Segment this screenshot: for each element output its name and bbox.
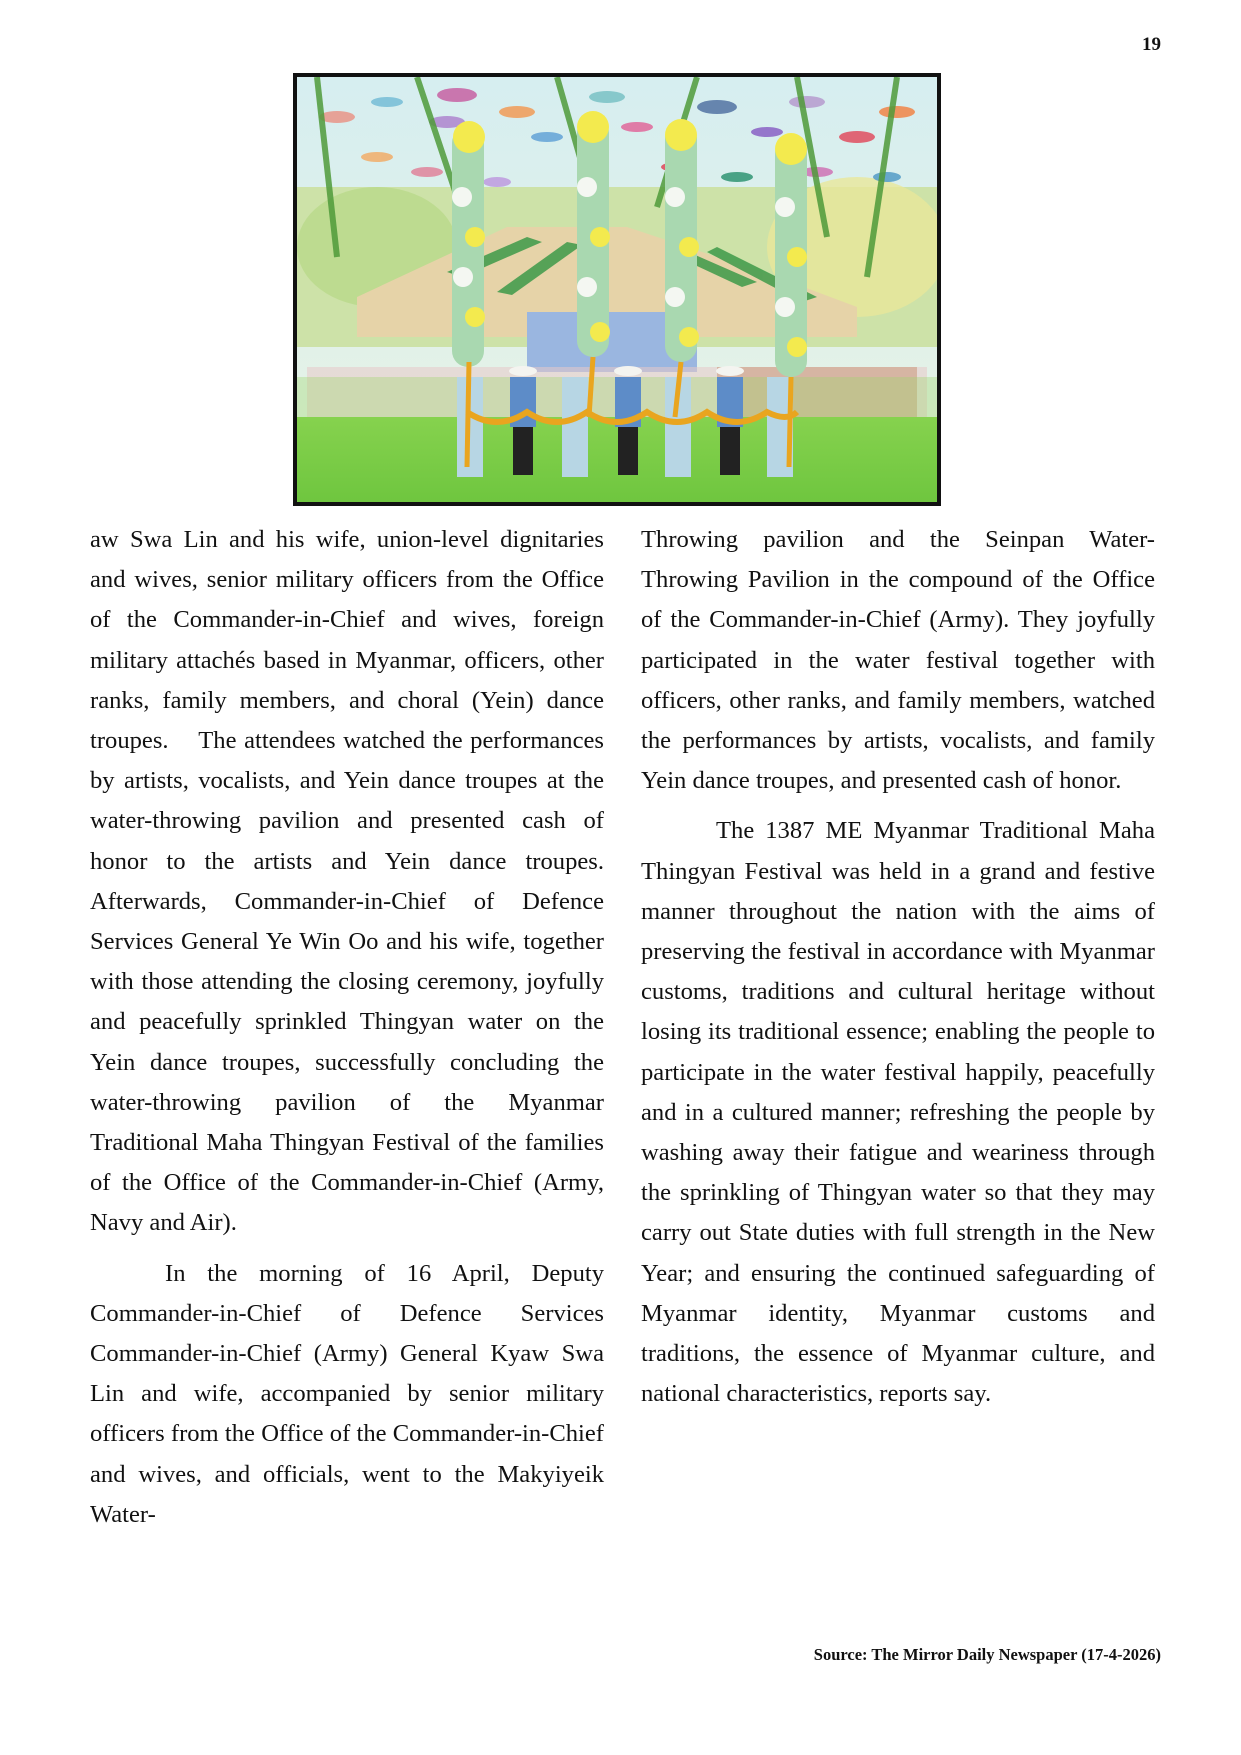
article-left-column (90, 520, 604, 1535)
source-credit: Source: The Mirror Daily Newspaper (17-4-2026) (813, 1645, 1161, 1664)
festival-photo-illustration (297, 77, 937, 502)
page-number: 19 (1142, 34, 1161, 55)
article-paragraph: aw Swa Lin and his wife, union-level dignitaries and wives, senior military officers from the Office of the Commander-in-Chief and wives, foreign military attachés based in Myanmar, officers, other ranks, family members, and choral (Yein) dance troupes. The attendees watched the performances by artists, vocalists, and Yein dance troupes at the water-throwing pavilion and presented cash of honor to the artists and Yein dance troupes. Afterwards, Commander-in-Chief of Defence Services General Ye Win Oo and his wife, together with those attending the closing ceremony, joyfully and peacefully sprinkled Thingyan water on the Yein dance troupes, successfully concluding the water-throwing pavilion of the Myanmar Traditional Maha Thingyan Festival of the families of the Office of the Commander-in-Chief (Army, Navy and Air). (90, 526, 604, 1237)
news-photo (293, 73, 941, 506)
article-paragraph: In the morning of 16 April, Deputy Commander-in-Chief of Defence Services Commander-in-Chief (Army) General Kyaw Swa Lin and wife, accompanied by senior military officers from the Office of the Commander-in-Chief and wives, and officials, went to the Makyiyeik Water- (90, 1259, 604, 1528)
article-right-column (641, 520, 1155, 1414)
article-paragraph: The 1387 ME Myanmar Traditional Maha Thingyan Festival was held in a grand and festive manner throughout the nation with the aims of preserving the festival in accordance with Myanmar customs, traditions and cultural heritage without losing its traditional essence; enabling the people to participate in the water festival happily, peacefully and in a cultured manner; refreshing the people by washing away their fatigue and weariness through the sprinkling of Thingyan water so that they may carry out State duties with full strength in the New Year; and ensuring the continued safeguarding of Myanmar identity, Myanmar customs and traditions, the essence of Myanmar culture, and national characteristics, reports say. (641, 817, 1155, 1408)
article-paragraph: Throwing pavilion and the Seinpan Water-Throwing Pavilion in the compound of the Office of the Commander-in-Chief (Army). They joyfully participated in the water festival together with officers, other ranks, and family members, watched the performances by artists, vocalists, and family Yein dance troupes, and presented cash of honor. (641, 526, 1155, 795)
